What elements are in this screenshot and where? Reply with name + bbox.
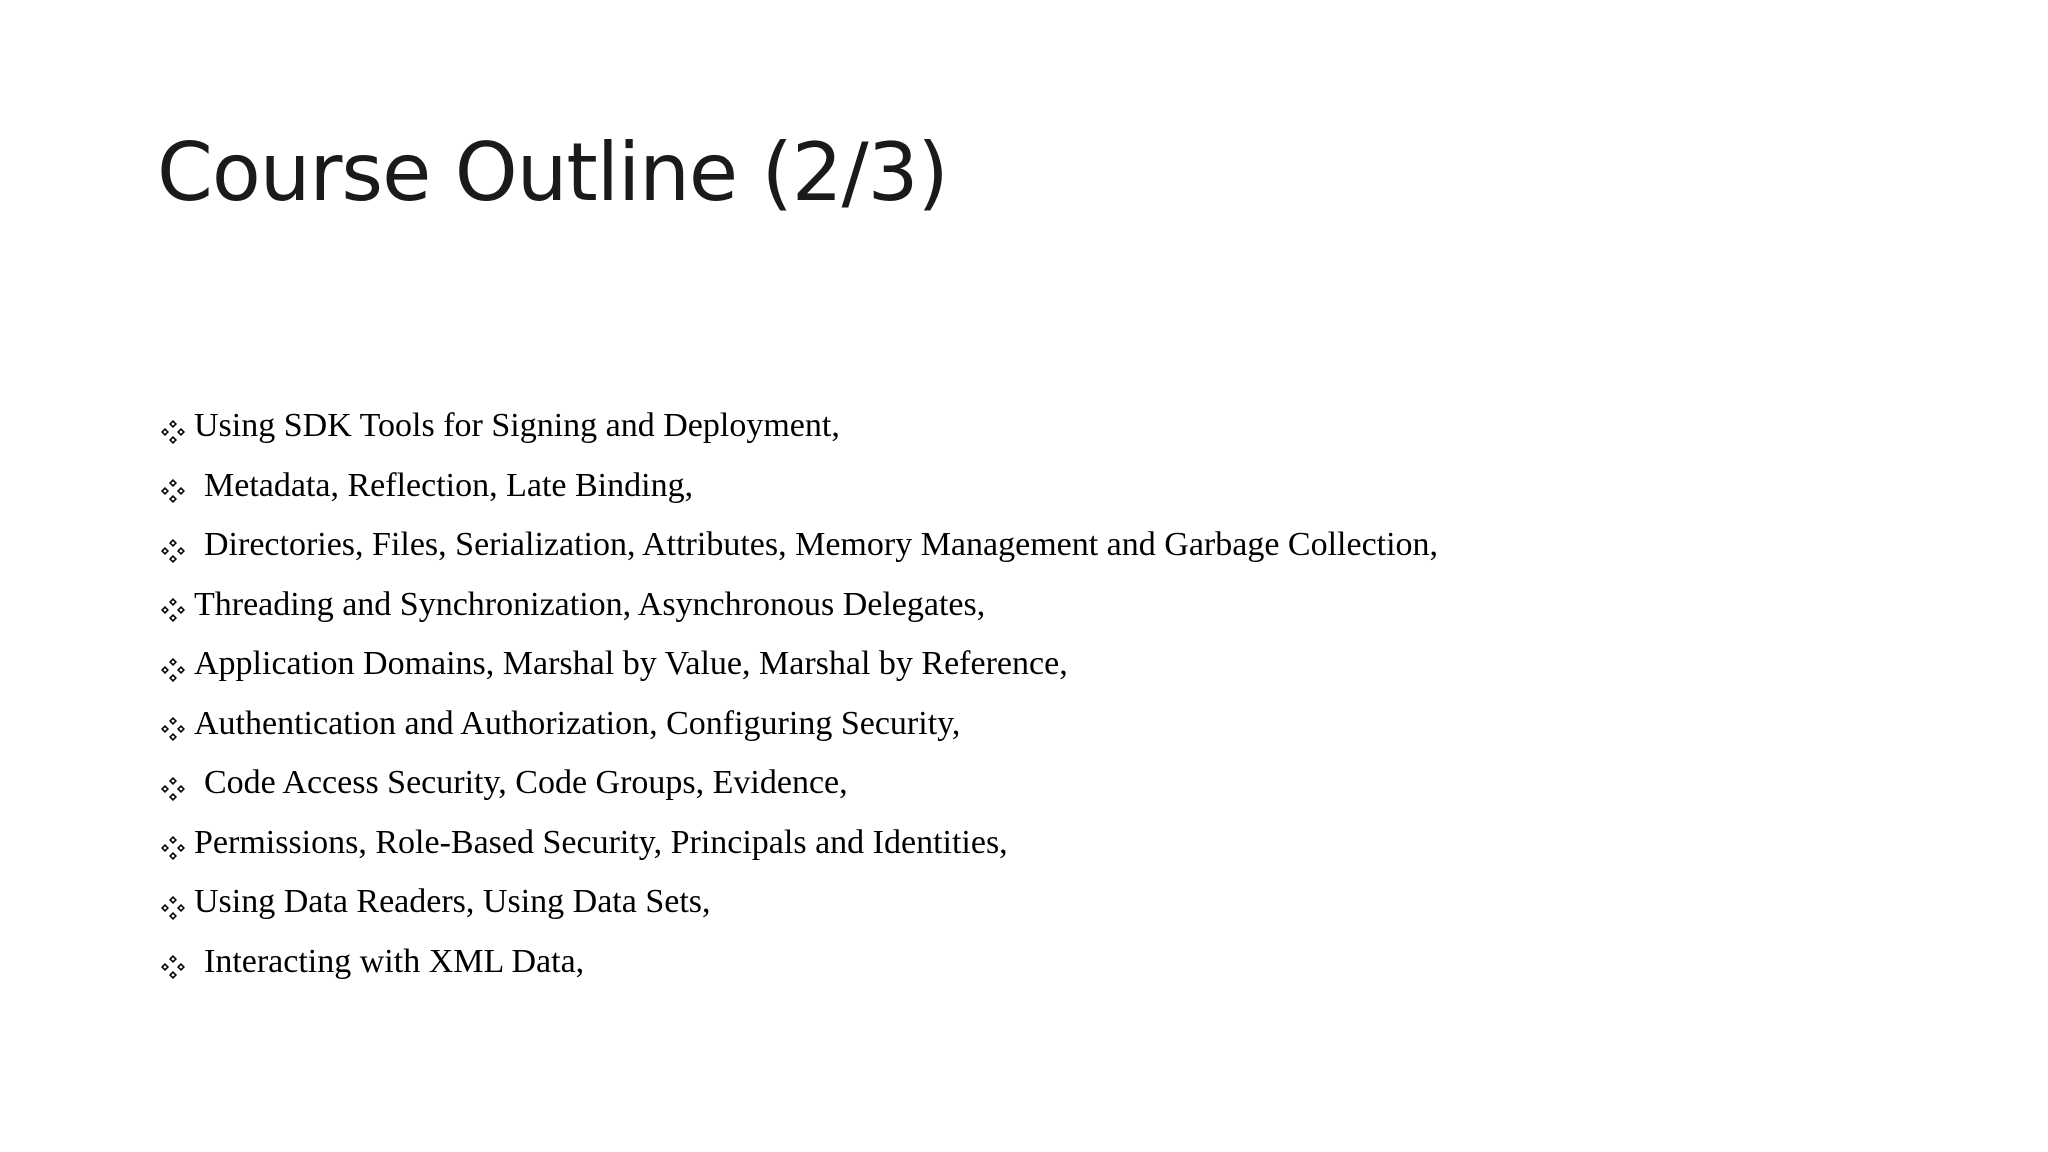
bullet-item xyxy=(160,575,1438,635)
bullet-text: Using SDK Tools for Signing and Deployment, xyxy=(194,407,840,444)
bullet-text: Metadata, Reflection, Late Binding, xyxy=(204,466,694,504)
bullet-list xyxy=(160,396,1438,991)
slide-title: Course Outline (2/3) xyxy=(157,126,948,219)
bullet-text: Permissions, Role-Based Security, Principals and Identities, xyxy=(194,823,1008,861)
bullet-item xyxy=(160,753,1438,813)
bullet-text: Authentication and Authorization, Configuring Security, xyxy=(194,704,961,742)
bullet-item xyxy=(160,634,1438,694)
four-diamond-ornament-icon xyxy=(160,762,186,788)
bullet-item xyxy=(160,694,1438,754)
four-diamond-ornament-icon xyxy=(160,702,186,728)
bullet-item xyxy=(160,872,1438,932)
bullet-text: Using Data Readers, Using Data Sets, xyxy=(194,883,711,920)
bullet-text: Interacting with XML Data, xyxy=(204,942,585,980)
four-diamond-ornament-icon xyxy=(160,643,186,669)
four-diamond-ornament-icon xyxy=(160,940,186,966)
bullet-text: Directories, Files, Serialization, Attributes, Memory Management and Garbage Collection, xyxy=(204,526,1439,563)
bullet-item xyxy=(160,813,1438,873)
four-diamond-ornament-icon xyxy=(160,821,186,847)
bullet-text: Code Access Security, Code Groups, Evidence, xyxy=(204,764,848,801)
four-diamond-ornament-icon xyxy=(160,881,186,907)
bullet-item xyxy=(160,515,1438,575)
four-diamond-ornament-icon xyxy=(160,464,186,490)
bullet-item xyxy=(160,932,1438,992)
bullet-text: Threading and Synchronization, Asynchronous Delegates, xyxy=(194,585,986,623)
four-diamond-ornament-icon xyxy=(160,583,186,609)
bullet-item xyxy=(160,396,1438,456)
four-diamond-ornament-icon xyxy=(160,524,186,550)
four-diamond-ornament-icon xyxy=(160,405,186,431)
bullet-item xyxy=(160,456,1438,516)
bullet-text: Application Domains, Marshal by Value, Marshal by Reference, xyxy=(194,645,1068,682)
